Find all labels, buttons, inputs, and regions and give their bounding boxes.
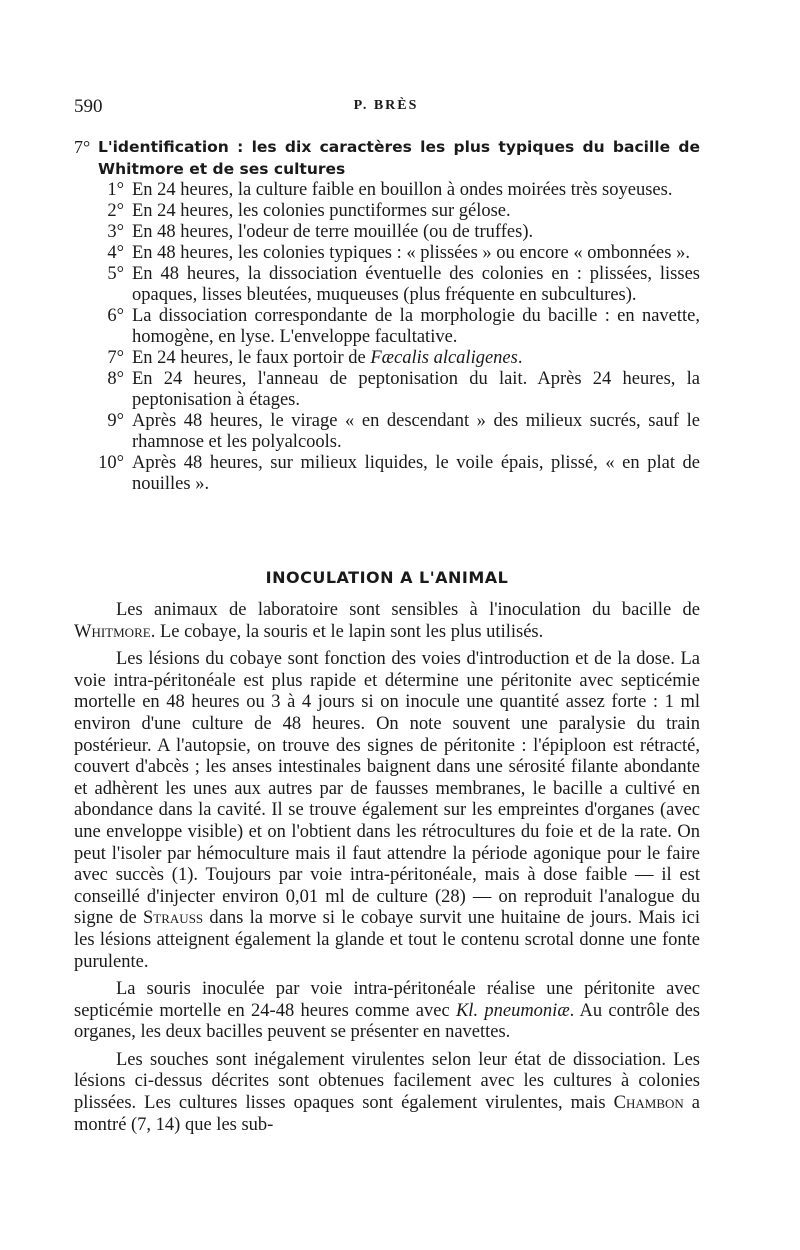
paragraph-1 [74, 600, 700, 643]
list-item [74, 243, 700, 264]
p3-text-a: La souris inoculée par voie intra-péritonéale réalise une péritonite avec septicémie mortelle en 24-48 heures comme avec [74, 979, 700, 1021]
item-number: 8° [107, 369, 124, 389]
item-number: 2° [107, 201, 124, 221]
item-number: 1° [107, 180, 124, 200]
species-name: Kl. pneumoniæ [455, 1000, 570, 1021]
item-text: Après 48 heures, sur milieux liquides, le voile épais, plissé, « en plat de nouilles ». [132, 453, 700, 494]
item-text: En 24 heures, la culture faible en bouillon à ondes moirées très soyeuses. [132, 180, 673, 200]
inoculation-heading: INOCULATION A L'ANIMAL [265, 568, 509, 587]
item-text: En 24 heures, les colonies punctiformes sur gélose. [132, 201, 511, 221]
p4-text-b: a montré (7, 14) que les sub- [74, 1093, 700, 1135]
running-head: P. BRÈS [353, 98, 419, 113]
paragraph-3 [74, 979, 700, 1044]
list-item [74, 201, 700, 222]
item-number: 4° [107, 243, 124, 263]
item-text: En 24 heures, l'anneau de peptonisation du lait. Après 24 heures, la peptonisation à étages. [132, 369, 700, 410]
item-number: 7° [107, 348, 124, 368]
section-heading-text: L'identification : les dix caractères les plus typiques du bacille de Whitmore et de ses cultures [98, 138, 700, 178]
list-item [74, 306, 700, 348]
p1-text-a: Les animaux de laboratoire sont sensibles à l'inoculation du bacille de [116, 600, 700, 620]
list-item [74, 222, 700, 243]
author-name: Whitmore [74, 621, 151, 642]
author-name: Chambon [613, 1093, 684, 1114]
item-text: En 24 heures, le faux portoir de [132, 348, 371, 368]
item-text: En 48 heures, les colonies typiques : « plissées » ou encore « ombonnées ». [132, 243, 690, 263]
p1-text-b: . Le cobaye, la souris et le lapin sont les plus utilisés. [150, 621, 544, 642]
item-text: La dissociation correspondante de la morphologie du bacille : en navette, homogène, en lyse. L'enveloppe facultative. [132, 306, 700, 347]
page-header [74, 96, 698, 120]
p2-text-a: Les lésions du cobaye sont fonction des voies d'introduction et de la dose. La voie intra-péritonéale est plus rapide et détermine une péritonite avec septicémie mortelle en 48 heures ou 3 à 4 jours si on inocule une quantité assez forte : 1 ml environ d'une culture de 48 heures. On note souvent une paralysie du train postérieur. A l'autopsie, on trouve des signes de péritonite : l'épiploon est rétracté, couvert d'abcès ; les anses intestinales baignent dans une sérosité filante abondante et adhèrent les unes aux autres par de fausses membranes, le bacille a cultivé en abondance dans la cavité. Il se trouve également sur les empreintes d'organes (avec une enveloppe visible) et on l'obtient dans les rétrocultures du foie et de la rate. On peut l'isoler par hémoculture mais il faut attendre la période agonique pour le faire avec succès (1). Toujours par voie intra-péritonéale, mais à dose faible — il est conseillé d'injecter environ 0,01 ml de culture (28) — on reproduit l'analogue du signe de [74, 649, 700, 929]
page-number: 590 [74, 96, 103, 117]
list-item [74, 348, 700, 369]
traits-list [74, 180, 700, 495]
item-text: Après 48 heures, le virage « en descendant » des milieux sucrés, sauf le rhamnose et les polyalcools. [132, 411, 700, 452]
section-heading [74, 136, 700, 180]
list-item [74, 453, 700, 495]
item-number: 3° [107, 222, 124, 242]
item-number: 5° [107, 264, 124, 284]
item-number: 6° [107, 306, 124, 326]
list-item [74, 180, 700, 201]
section-number: 7° [74, 137, 91, 157]
p4-text-a: Les souches sont inégalement virulentes selon leur état de dissociation. Les lésions ci-dessus décrites sont obtenues facilement avec les cultures à colonies plissées. Les cultures lisses opaques sont également virulentes, mais [74, 1049, 700, 1114]
species-name: Fæcalis alcaligenes [370, 348, 518, 368]
item-text: En 48 heures, l'odeur de terre mouillée (ou de truffes). [132, 222, 534, 242]
item-number: 9° [107, 411, 124, 431]
item-text-end: . [517, 348, 523, 368]
item-text: En 48 heures, la dissociation éventuelle des colonies en : plissées, lisses opaques, lisses bleutées, muqueuses (plus fréquente en subcultures). [132, 264, 700, 305]
author-name: Strauss [143, 908, 204, 929]
list-item [74, 369, 700, 411]
paragraph-4 [74, 1050, 700, 1136]
list-item [74, 411, 700, 453]
identification-section [74, 136, 700, 495]
item-number: 10° [98, 453, 124, 473]
p2-text-b: dans la morve si le cobaye survit une huitaine de jours. Mais ici les lésions atteignent également la glande et tout le contenu scrotal donne une fonte purulente. [74, 908, 700, 972]
paragraph-2 [74, 649, 700, 973]
body-text [74, 600, 700, 1142]
p3-text-b: . Au contrôle des organes, les deux bacilles peuvent se présenter en navettes. [74, 1000, 700, 1043]
list-item [74, 264, 700, 306]
